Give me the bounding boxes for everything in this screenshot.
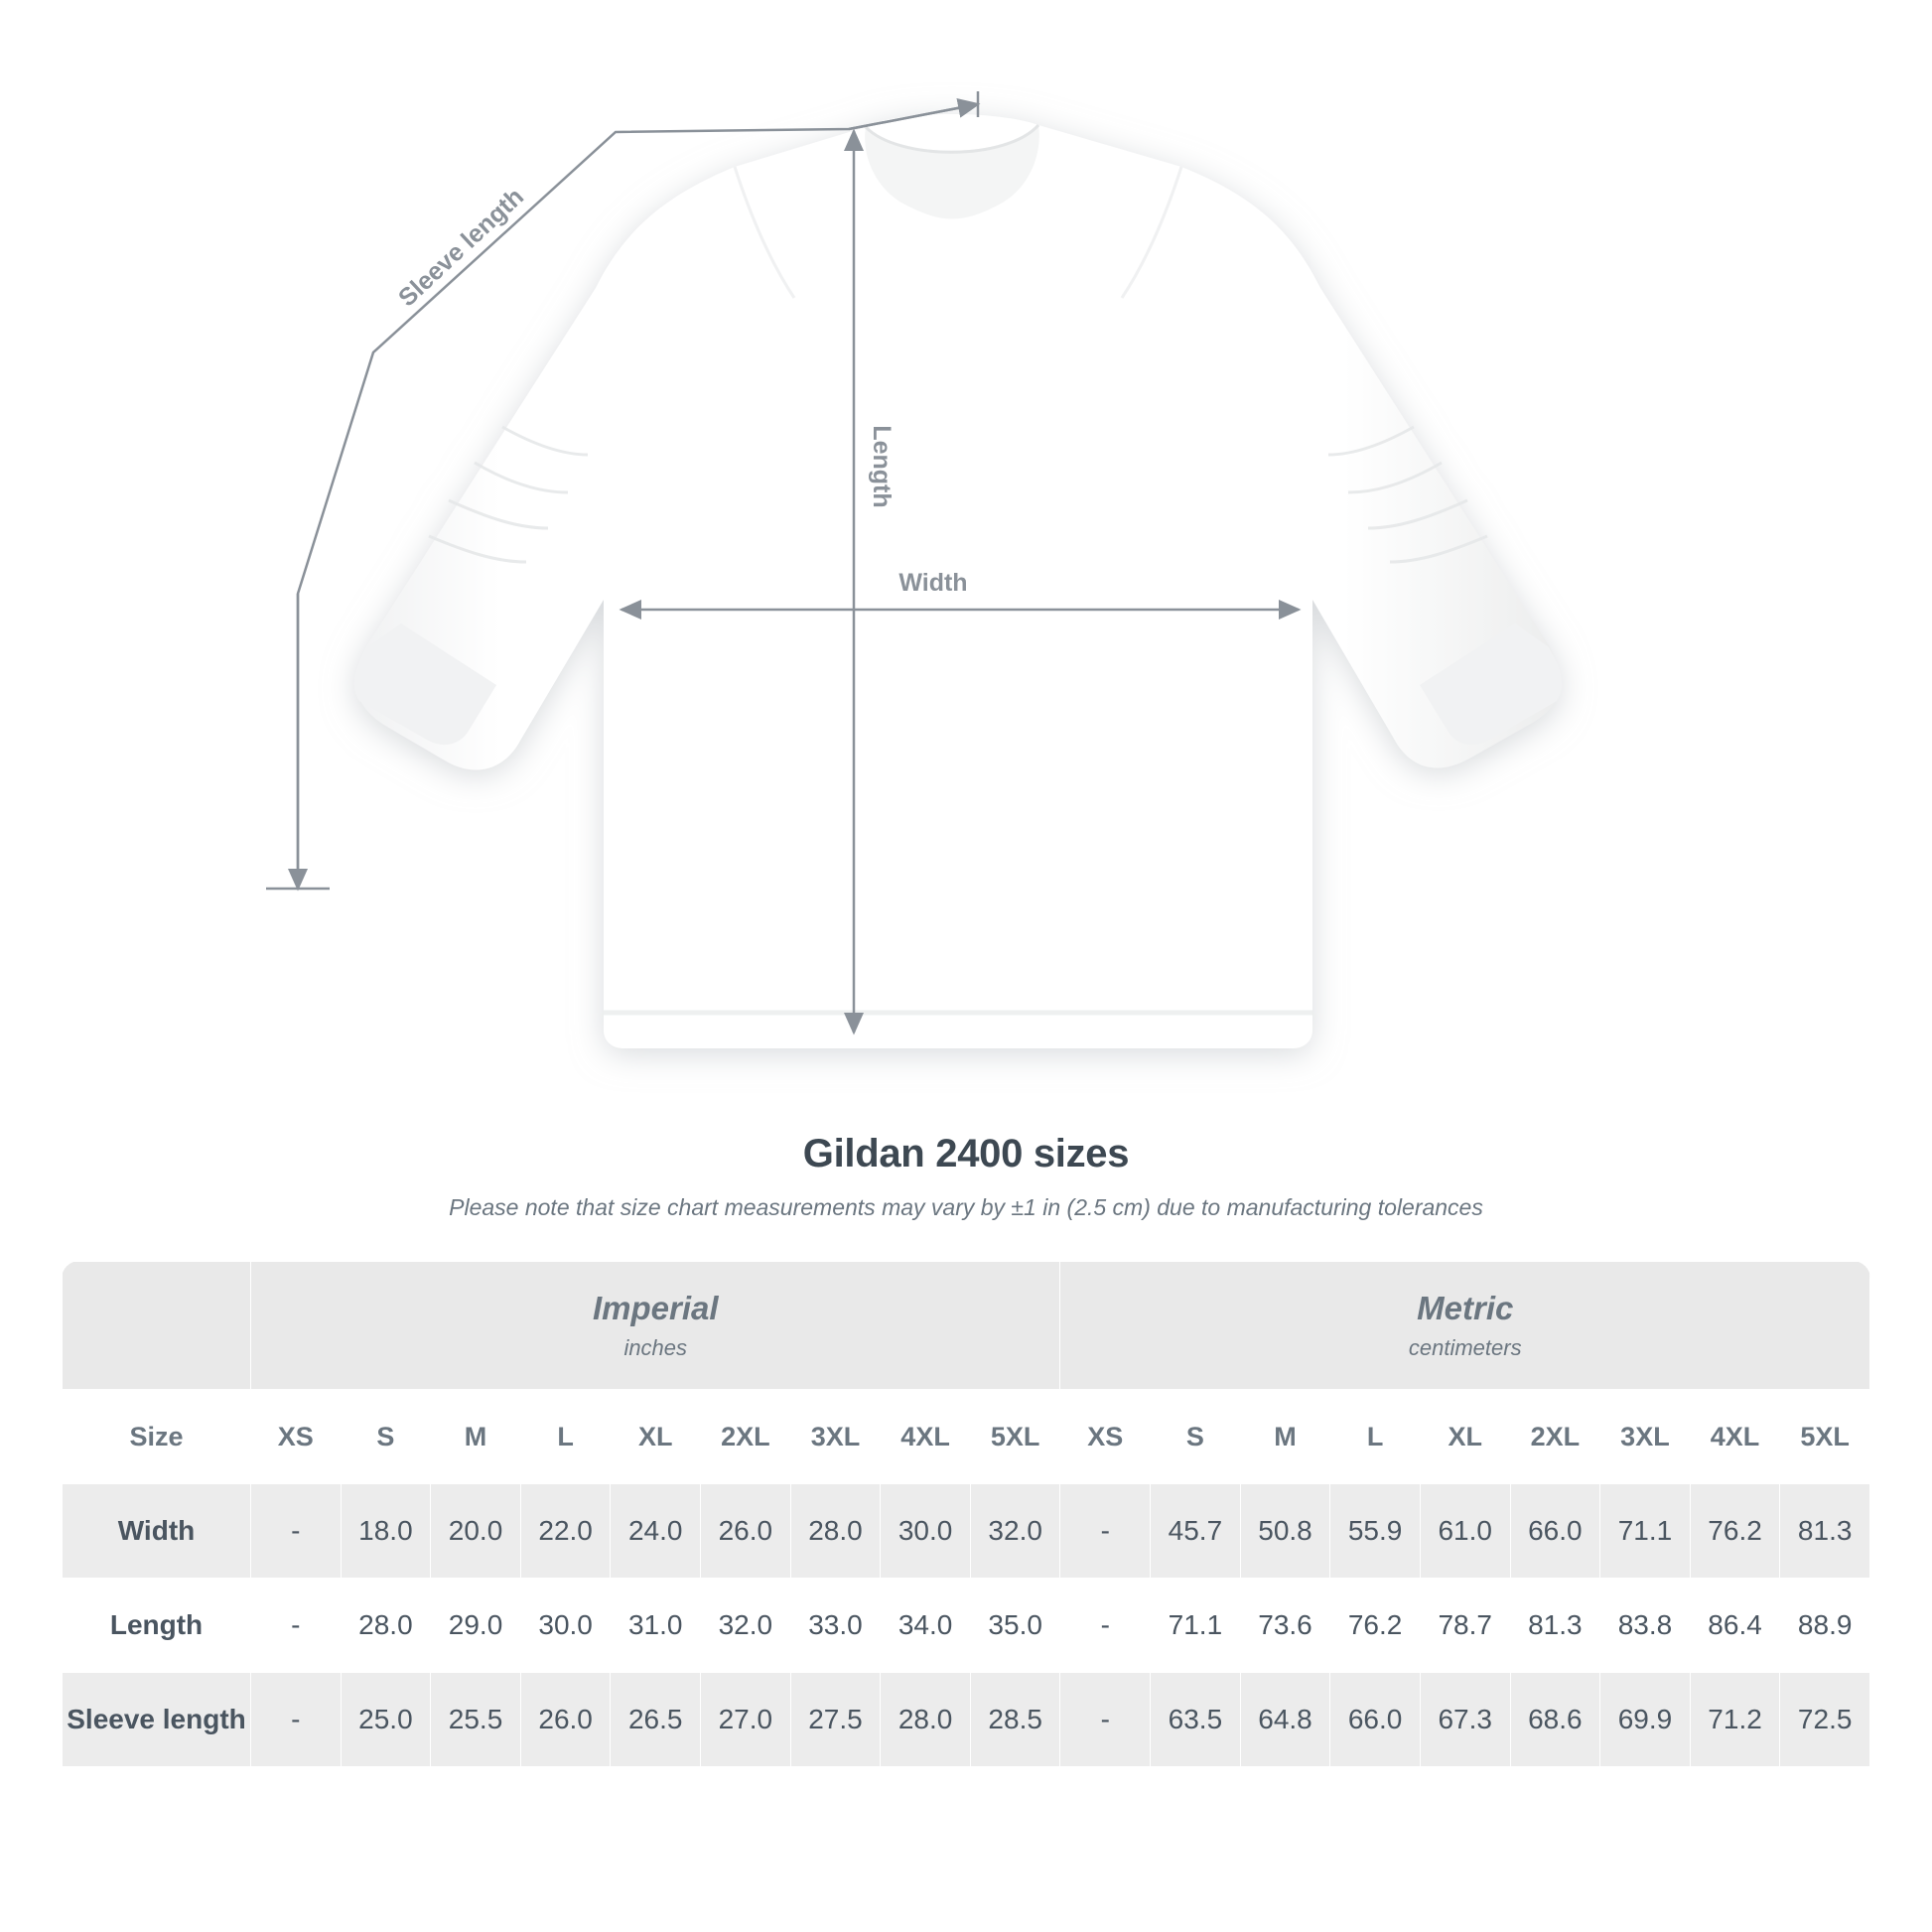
cell-sleeve-imperial-xs: - bbox=[251, 1673, 342, 1767]
cell-length-metric-2xl: 81.3 bbox=[1510, 1579, 1600, 1673]
size-header-metric-xs: XS bbox=[1060, 1390, 1151, 1484]
cell-width-metric-m: 50.8 bbox=[1240, 1484, 1330, 1579]
cell-sleeve-imperial-m: 25.5 bbox=[431, 1673, 521, 1767]
width-label: Width bbox=[898, 569, 968, 597]
cell-width-metric-5xl: 81.3 bbox=[1780, 1484, 1870, 1579]
size-header-imperial-l: L bbox=[520, 1390, 611, 1484]
row-label-length: Length bbox=[63, 1579, 251, 1673]
unit-group-imperial-sub: inches bbox=[623, 1335, 688, 1360]
cell-length-metric-5xl: 88.9 bbox=[1780, 1579, 1870, 1673]
size-header-imperial-m: M bbox=[431, 1390, 521, 1484]
cell-sleeve-imperial-l: 26.0 bbox=[520, 1673, 611, 1767]
page-title: Gildan 2400 sizes bbox=[802, 1132, 1130, 1175]
cell-width-metric-s: 45.7 bbox=[1151, 1484, 1241, 1579]
cell-length-imperial-2xl: 32.0 bbox=[701, 1579, 791, 1673]
cell-sleeve-metric-l: 66.0 bbox=[1330, 1673, 1421, 1767]
length-label: Length bbox=[868, 425, 896, 508]
cell-length-imperial-xs: - bbox=[251, 1579, 342, 1673]
cell-sleeve-imperial-s: 25.0 bbox=[341, 1673, 431, 1767]
cell-length-imperial-s: 28.0 bbox=[341, 1579, 431, 1673]
row-label-sleeve-length: Sleeve length bbox=[63, 1673, 251, 1767]
cell-sleeve-metric-s: 63.5 bbox=[1151, 1673, 1241, 1767]
size-header-imperial-xl: XL bbox=[611, 1390, 701, 1484]
size-header-metric-xl: XL bbox=[1420, 1390, 1510, 1484]
cell-sleeve-imperial-5xl: 28.5 bbox=[970, 1673, 1060, 1767]
cell-width-metric-3xl: 71.1 bbox=[1600, 1484, 1691, 1579]
cell-length-imperial-4xl: 34.0 bbox=[881, 1579, 971, 1673]
cell-length-imperial-m: 29.0 bbox=[431, 1579, 521, 1673]
cell-length-imperial-xl: 31.0 bbox=[611, 1579, 701, 1673]
size-header-metric-5xl: 5XL bbox=[1780, 1390, 1870, 1484]
unit-header-spacer bbox=[63, 1262, 251, 1390]
cell-width-metric-xl: 61.0 bbox=[1420, 1484, 1510, 1579]
size-header-imperial-5xl: 5XL bbox=[970, 1390, 1060, 1484]
cell-sleeve-metric-xl: 67.3 bbox=[1420, 1673, 1510, 1767]
cell-length-metric-3xl: 83.8 bbox=[1600, 1579, 1691, 1673]
unit-group-imperial bbox=[251, 1262, 1060, 1390]
cell-sleeve-metric-4xl: 71.2 bbox=[1690, 1673, 1780, 1767]
cell-sleeve-metric-5xl: 72.5 bbox=[1780, 1673, 1870, 1767]
cell-width-imperial-m: 20.0 bbox=[431, 1484, 521, 1579]
table-row bbox=[63, 1579, 1870, 1673]
cell-length-metric-s: 71.1 bbox=[1151, 1579, 1241, 1673]
cell-length-metric-xs: - bbox=[1060, 1579, 1151, 1673]
cell-length-metric-m: 73.6 bbox=[1240, 1579, 1330, 1673]
size-table-container bbox=[62, 1261, 1870, 1767]
sleeve-length-label: Sleeve length bbox=[393, 182, 530, 313]
cell-length-metric-4xl: 86.4 bbox=[1690, 1579, 1780, 1673]
size-header-metric-3xl: 3XL bbox=[1600, 1390, 1691, 1484]
cell-sleeve-metric-2xl: 68.6 bbox=[1510, 1673, 1600, 1767]
cell-length-imperial-3xl: 33.0 bbox=[790, 1579, 881, 1673]
cell-sleeve-imperial-2xl: 27.0 bbox=[701, 1673, 791, 1767]
tolerance-note: Please note that size chart measurements may vary by ±1 in (2.5 cm) due to manufacturing tolerances bbox=[449, 1194, 1483, 1220]
cell-sleeve-imperial-4xl: 28.0 bbox=[881, 1673, 971, 1767]
size-chart-table bbox=[62, 1261, 1870, 1767]
table-row bbox=[63, 1673, 1870, 1767]
cell-length-metric-l: 76.2 bbox=[1330, 1579, 1421, 1673]
cell-width-imperial-xl: 24.0 bbox=[611, 1484, 701, 1579]
cell-width-imperial-xs: - bbox=[251, 1484, 342, 1579]
cell-width-imperial-4xl: 30.0 bbox=[881, 1484, 971, 1579]
table-row bbox=[63, 1484, 1870, 1579]
cell-width-imperial-l: 22.0 bbox=[520, 1484, 611, 1579]
cell-width-metric-l: 55.9 bbox=[1330, 1484, 1421, 1579]
unit-group-metric-sub: centimeters bbox=[1408, 1335, 1522, 1360]
cell-sleeve-metric-3xl: 69.9 bbox=[1600, 1673, 1691, 1767]
cell-length-imperial-l: 30.0 bbox=[520, 1579, 611, 1673]
cell-length-imperial-5xl: 35.0 bbox=[970, 1579, 1060, 1673]
cell-length-metric-xl: 78.7 bbox=[1420, 1579, 1510, 1673]
cell-width-metric-xs: - bbox=[1060, 1484, 1151, 1579]
size-header-imperial-4xl: 4XL bbox=[881, 1390, 971, 1484]
unit-group-metric-name: Metric bbox=[1417, 1290, 1514, 1326]
size-header-metric-4xl: 4XL bbox=[1690, 1390, 1780, 1484]
size-header-metric-2xl: 2XL bbox=[1510, 1390, 1600, 1484]
cell-sleeve-imperial-xl: 26.5 bbox=[611, 1673, 701, 1767]
cell-width-imperial-s: 18.0 bbox=[341, 1484, 431, 1579]
size-header-label: Size bbox=[63, 1390, 251, 1484]
size-header-imperial-xs: XS bbox=[251, 1390, 342, 1484]
unit-group-imperial-name: Imperial bbox=[592, 1290, 719, 1326]
size-header-row bbox=[63, 1390, 1870, 1484]
size-header-imperial-s: S bbox=[341, 1390, 431, 1484]
cell-sleeve-imperial-3xl: 27.5 bbox=[790, 1673, 881, 1767]
size-header-metric-m: M bbox=[1240, 1390, 1330, 1484]
cell-width-metric-2xl: 66.0 bbox=[1510, 1484, 1600, 1579]
size-header-metric-s: S bbox=[1151, 1390, 1241, 1484]
cell-width-imperial-3xl: 28.0 bbox=[790, 1484, 881, 1579]
chart-header bbox=[0, 1132, 1932, 1221]
cell-width-imperial-2xl: 26.0 bbox=[701, 1484, 791, 1579]
cell-width-metric-4xl: 76.2 bbox=[1690, 1484, 1780, 1579]
size-header-metric-l: L bbox=[1330, 1390, 1421, 1484]
unit-header-row bbox=[63, 1262, 1870, 1390]
row-label-width: Width bbox=[63, 1484, 251, 1579]
cell-sleeve-metric-xs: - bbox=[1060, 1673, 1151, 1767]
size-header-imperial-3xl: 3XL bbox=[790, 1390, 881, 1484]
cell-sleeve-metric-m: 64.8 bbox=[1240, 1673, 1330, 1767]
unit-group-metric bbox=[1060, 1262, 1870, 1390]
size-header-imperial-2xl: 2XL bbox=[701, 1390, 791, 1484]
cell-width-imperial-5xl: 32.0 bbox=[970, 1484, 1060, 1579]
